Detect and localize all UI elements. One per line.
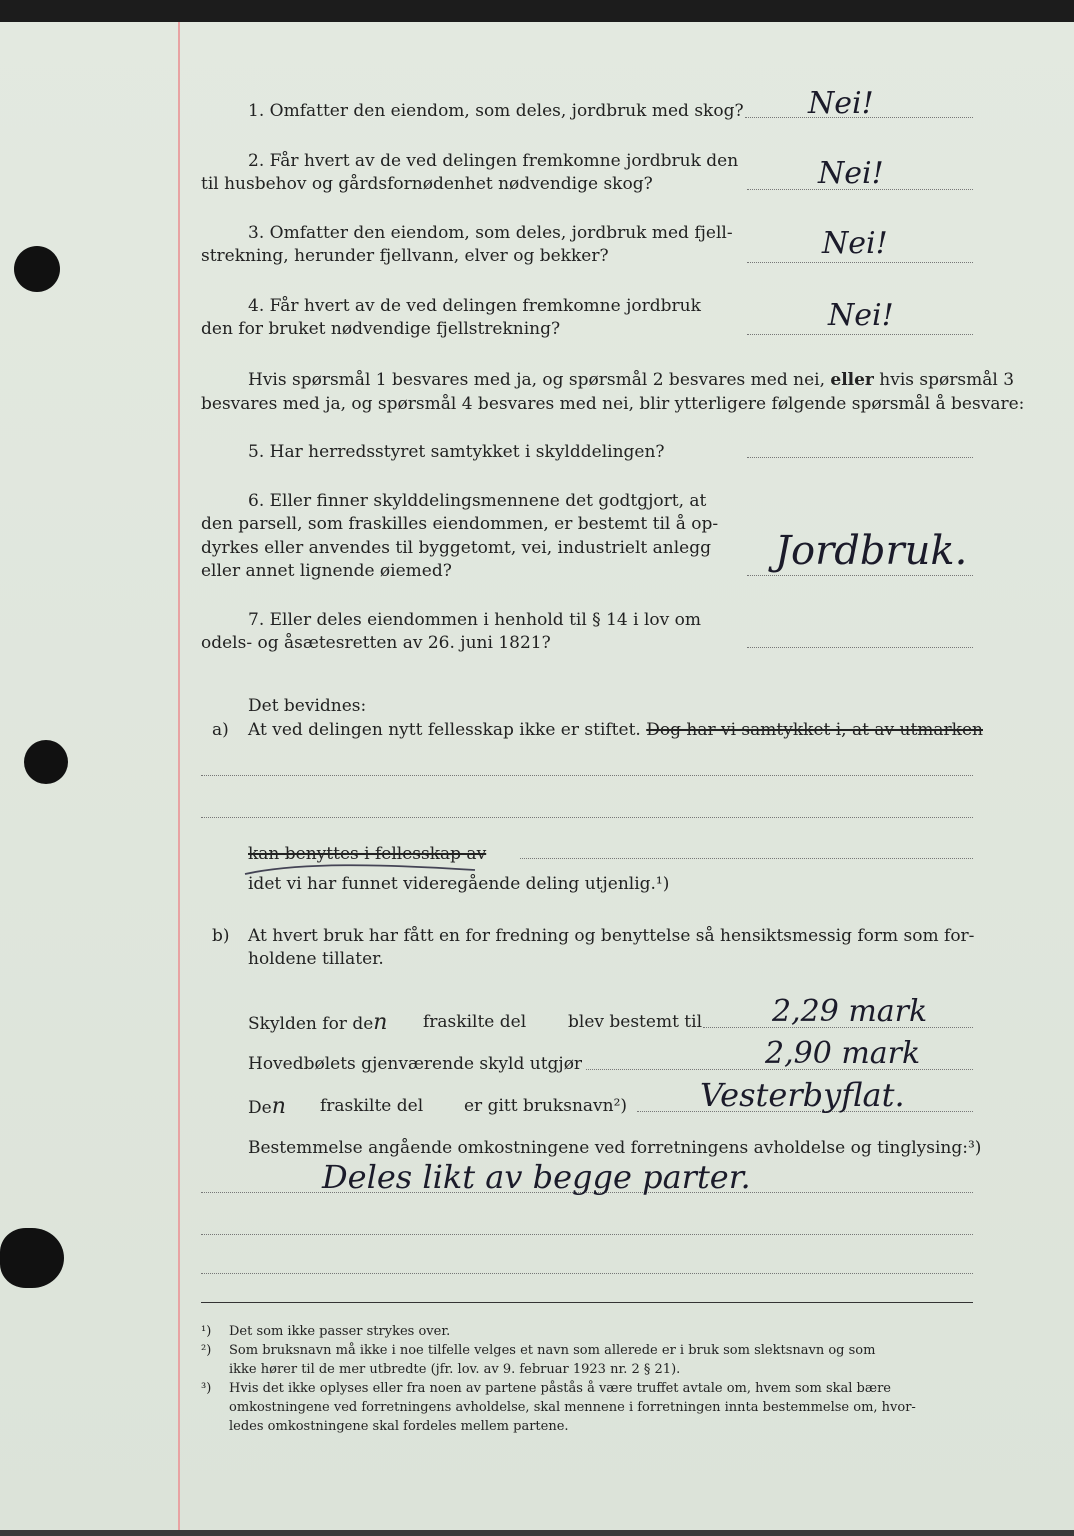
question-4-line-2: den for bruket nødvendige fjellstrekning?: [201, 319, 561, 339]
question-6-line-3: dyrkes eller anvendes til byggetomt, vei, industrielt anlegg: [201, 538, 711, 558]
footnote-2-mark: ²): [201, 1343, 212, 1358]
footnote-2-line-1: Som bruksnavn må ikke i noe tilfelle velges et navn som allerede er i bruk som slektsnavn og som: [229, 1343, 876, 1358]
answer-line-6: [747, 575, 973, 576]
question-6-line-4: eller annet lignende øiemed?: [201, 561, 452, 581]
skyld-row-3-label: Den: [248, 1094, 286, 1119]
footnote-rule: [201, 1302, 973, 1303]
struck-text-2: kan benyttes i fellesskap av: [248, 844, 487, 864]
punch-hole-3: [0, 1228, 64, 1288]
question-2-line-2: til husbehov og gårdsfornødenhet nødvendige skog?: [201, 174, 653, 194]
skyld-row-2-label: Hovedbølets gjenværende skyld utgjør: [248, 1054, 583, 1074]
question-7-line-2: odels- og åsætesretten av 26. juni 1821?: [201, 633, 551, 653]
question-7-line-1: 7. Eller deles eiendommen i henhold til § 14 i lov om: [248, 610, 701, 630]
footnote-1-mark: ¹): [201, 1324, 212, 1339]
footnote-1: Det som ikke passer strykes over.: [229, 1324, 451, 1339]
blank-line-1: [201, 775, 973, 776]
skyld-row-1-label: Skylden for den: [248, 1010, 388, 1035]
question-6-line-1: 6. Eller finner skylddelingsmennene det godtgjort, at: [248, 491, 707, 511]
blank-line-3: [520, 858, 973, 859]
blank-line-2: [201, 817, 973, 818]
skyld-row-1-mid: fraskilte del: [423, 1012, 527, 1032]
answer-skyld-2: 2,90 mark: [765, 1036, 921, 1071]
margin-rule: [178, 22, 180, 1536]
answer-omkostning: Deles likt av begge parter.: [322, 1158, 751, 1196]
omkostning-label: Bestemmelse angående omkostningene ved forretningens avholdelse og tinglysing:³): [248, 1138, 982, 1158]
attest-heading: Det bevidnes:: [248, 696, 367, 716]
answer-6: Jordbruk.: [775, 528, 968, 574]
footnote-3-line-2: omkostningene ved forretningens avholdelse, skal mennene i forretningen innta bestemmelse om, hvor-: [229, 1400, 916, 1415]
question-3-line-2: strekning, herunder fjellvann, elver og bekker?: [201, 246, 609, 266]
struck-text-1: Dog har vi samtykket i, at av utmarken: [646, 720, 983, 740]
skyld-row-3-end: er gitt bruksnavn²): [464, 1096, 628, 1116]
skyld-row-3-mid: fraskilte del: [320, 1096, 424, 1116]
attest-a-continuation: idet vi har funnet videregående deling utjenlig.¹): [248, 874, 670, 894]
scan-bottom-edge: [0, 1530, 1074, 1536]
punch-hole-2: [24, 740, 68, 784]
footnote-3-line-1: Hvis det ikke oplyses eller fra noen av partene påstås å være truffet avtale om, hvem som skal bære: [229, 1381, 891, 1396]
skyld-row-1-end: blev bestemt til: [568, 1012, 703, 1032]
answer-line-5: [747, 457, 973, 458]
footnote-3-line-3: ledes omkostningene skal fordeles mellem partene.: [229, 1419, 569, 1434]
blank-line-6: [201, 1273, 973, 1274]
attest-b-line-2: holdene tillater.: [248, 949, 384, 969]
question-1: 1. Omfatter den eiendom, som deles, jordbruk med skog?: [248, 101, 744, 121]
answer-1: Nei!: [808, 86, 874, 121]
answer-line-4: [747, 334, 973, 335]
question-2-line-1: 2. Får hvert av de ved delingen fremkomne jordbruk den: [248, 151, 739, 171]
attest-b-label: b): [212, 926, 230, 946]
answer-line-7: [747, 647, 973, 648]
strike-stroke: [240, 860, 480, 880]
answer-skyld-3: Vesterbyflat.: [700, 1076, 905, 1114]
blank-line-5: [201, 1234, 973, 1235]
conditional-line-2: besvares med ja, og spørsmål 4 besvares med nei, blir ytterligere følgende spørsmål å besvare:: [201, 394, 1025, 414]
punch-hole-1: [14, 246, 60, 292]
answer-skyld-1: 2,29 mark: [772, 994, 928, 1029]
conditional-line-1: Hvis spørsmål 1 besvares med ja, og spørsmål 2 besvares med nei, eller hvis spørsmål 3: [248, 370, 1015, 390]
answer-2: Nei!: [818, 156, 884, 191]
footnote-2-line-2: ikke hører til de mer utbredte (jfr. lov. av 9. februar 1923 nr. 2 § 21).: [229, 1362, 681, 1377]
question-3-line-1: 3. Omfatter den eiendom, som deles, jordbruk med fjell-: [248, 223, 733, 243]
footnote-3-mark: ³): [201, 1381, 212, 1396]
question-4-line-1: 4. Får hvert av de ved delingen fremkomne jordbruk: [248, 296, 701, 316]
question-6-line-2: den parsell, som fraskilles eiendommen, er bestemt til å op-: [201, 514, 719, 534]
answer-4: Nei!: [828, 298, 894, 333]
attest-a-label: a): [212, 720, 229, 740]
answer-line-3: [747, 262, 973, 263]
attest-b-line-1: At hvert bruk har fått en for fredning og benyttelse så hensiktsmessig form som for-: [248, 926, 975, 946]
question-5: 5. Har herredsstyret samtykket i skylddelingen?: [248, 442, 665, 462]
answer-3: Nei!: [822, 226, 888, 261]
attest-a-text: At ved delingen nytt fellesskap ikke er stiftet. Dog har vi samtykket i, at av utmarken: [248, 720, 983, 740]
scan-top-edge: [0, 0, 1074, 22]
